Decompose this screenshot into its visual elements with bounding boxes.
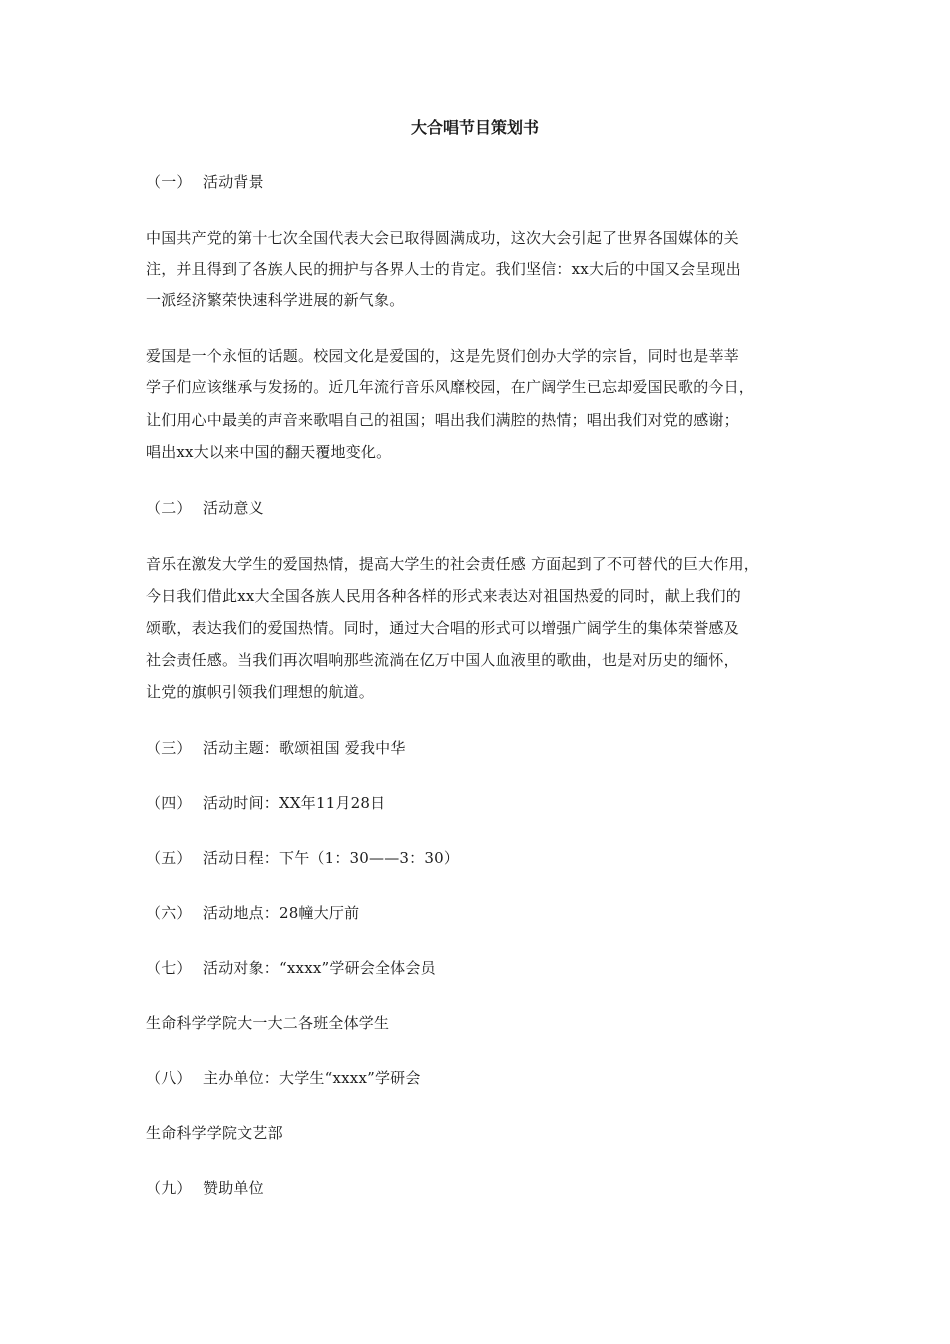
paragraph-line: 颂歌，表达我们的爱国热情。同时，通过大合唱的形式可以增强广阔学生的集体荣誉感及	[146, 619, 739, 637]
section-title: 主办单位：大学生“xxxx”学研会	[203, 1069, 421, 1087]
section-number: （九）	[146, 1179, 192, 1197]
section-number: （四）	[146, 794, 192, 812]
section-title: 活动主题：歌颂祖国 爱我中华	[203, 739, 406, 757]
section-heading-time	[146, 791, 385, 815]
section-heading-background	[146, 170, 264, 194]
paragraph-line: 爱国是一个永恒的话题。校园文化是爱国的，这是先贤们创办大学的宗旨，同时也是莘莘	[146, 347, 739, 365]
section-number: （二）	[146, 499, 192, 517]
paragraph-line: 生命科学学院文艺部	[146, 1124, 283, 1142]
paragraph-line: 生命科学学院大一大二各班全体学生	[146, 1014, 390, 1032]
paragraph-line: 今日我们借此xx大全国各族人民用各种各样的形式来表达对祖国热爱的同时，献上我们的	[146, 587, 741, 605]
paragraph-line: 学子们应该继承与发扬的。近几年流行音乐风靡校园，在广阔学生已忘却爱国民歌的今日，	[146, 378, 755, 396]
section-heading-sponsor	[146, 1176, 264, 1200]
section-number: （一）	[146, 173, 192, 191]
section-heading-significance	[146, 496, 264, 520]
paragraph-line: 一派经济繁荣快速科学进展的新气象。	[146, 291, 405, 309]
section-heading-theme	[146, 736, 406, 760]
paragraph-line: 唱出xx大以来中国的翻天覆地变化。	[146, 443, 392, 461]
paragraph-line: 注，并且得到了各族人民的拥护与各界人士的肯定。我们坚信：xx大后的中国又会呈现出	[146, 260, 741, 278]
paragraph-line: 社会责任感。当我们再次唱响那些流淌在亿万中国人血液里的歌曲，也是对历史的缅怀，	[146, 651, 739, 669]
paragraph-line: 音乐在激发大学生的爱国热情，提高大学生的社会责任感 方面起到了不可替代的巨大作用，	[146, 555, 759, 573]
section-heading-organizer	[146, 1066, 421, 1090]
section-heading-schedule	[146, 846, 459, 870]
section-title: 活动意义	[203, 499, 264, 517]
paragraph-line: 中国共产党的第十七次全国代表大会已取得圆满成功，这次大会引起了世界各国媒体的关	[146, 229, 739, 247]
paragraph-line: 让党的旗帜引领我们理想的航道。	[146, 683, 375, 701]
section-number: （三）	[146, 739, 192, 757]
section-title: 活动日程：下午（1：30——3：30）	[203, 849, 460, 867]
section-title: 活动地点：28幢大厅前	[203, 904, 360, 922]
section-number: （七）	[146, 959, 192, 977]
paragraph-line: 让们用心中最美的声音来歌唱自己的祖国；唱出我们满腔的热情；唱出我们对党的感谢；	[146, 411, 739, 429]
section-title: 赞助单位	[203, 1179, 264, 1197]
section-title: 活动时间：XX年11月28日	[203, 794, 386, 812]
section-heading-location	[146, 901, 359, 925]
section-number: （六）	[146, 904, 192, 922]
section-heading-audience	[146, 956, 436, 980]
section-title: 活动背景	[203, 173, 264, 191]
section-number: （八）	[146, 1069, 192, 1087]
section-number: （五）	[146, 849, 192, 867]
section-title: 活动对象：“xxxx”学研会全体会员	[203, 959, 436, 977]
document-title: 大合唱节目策划书	[410, 118, 539, 137]
